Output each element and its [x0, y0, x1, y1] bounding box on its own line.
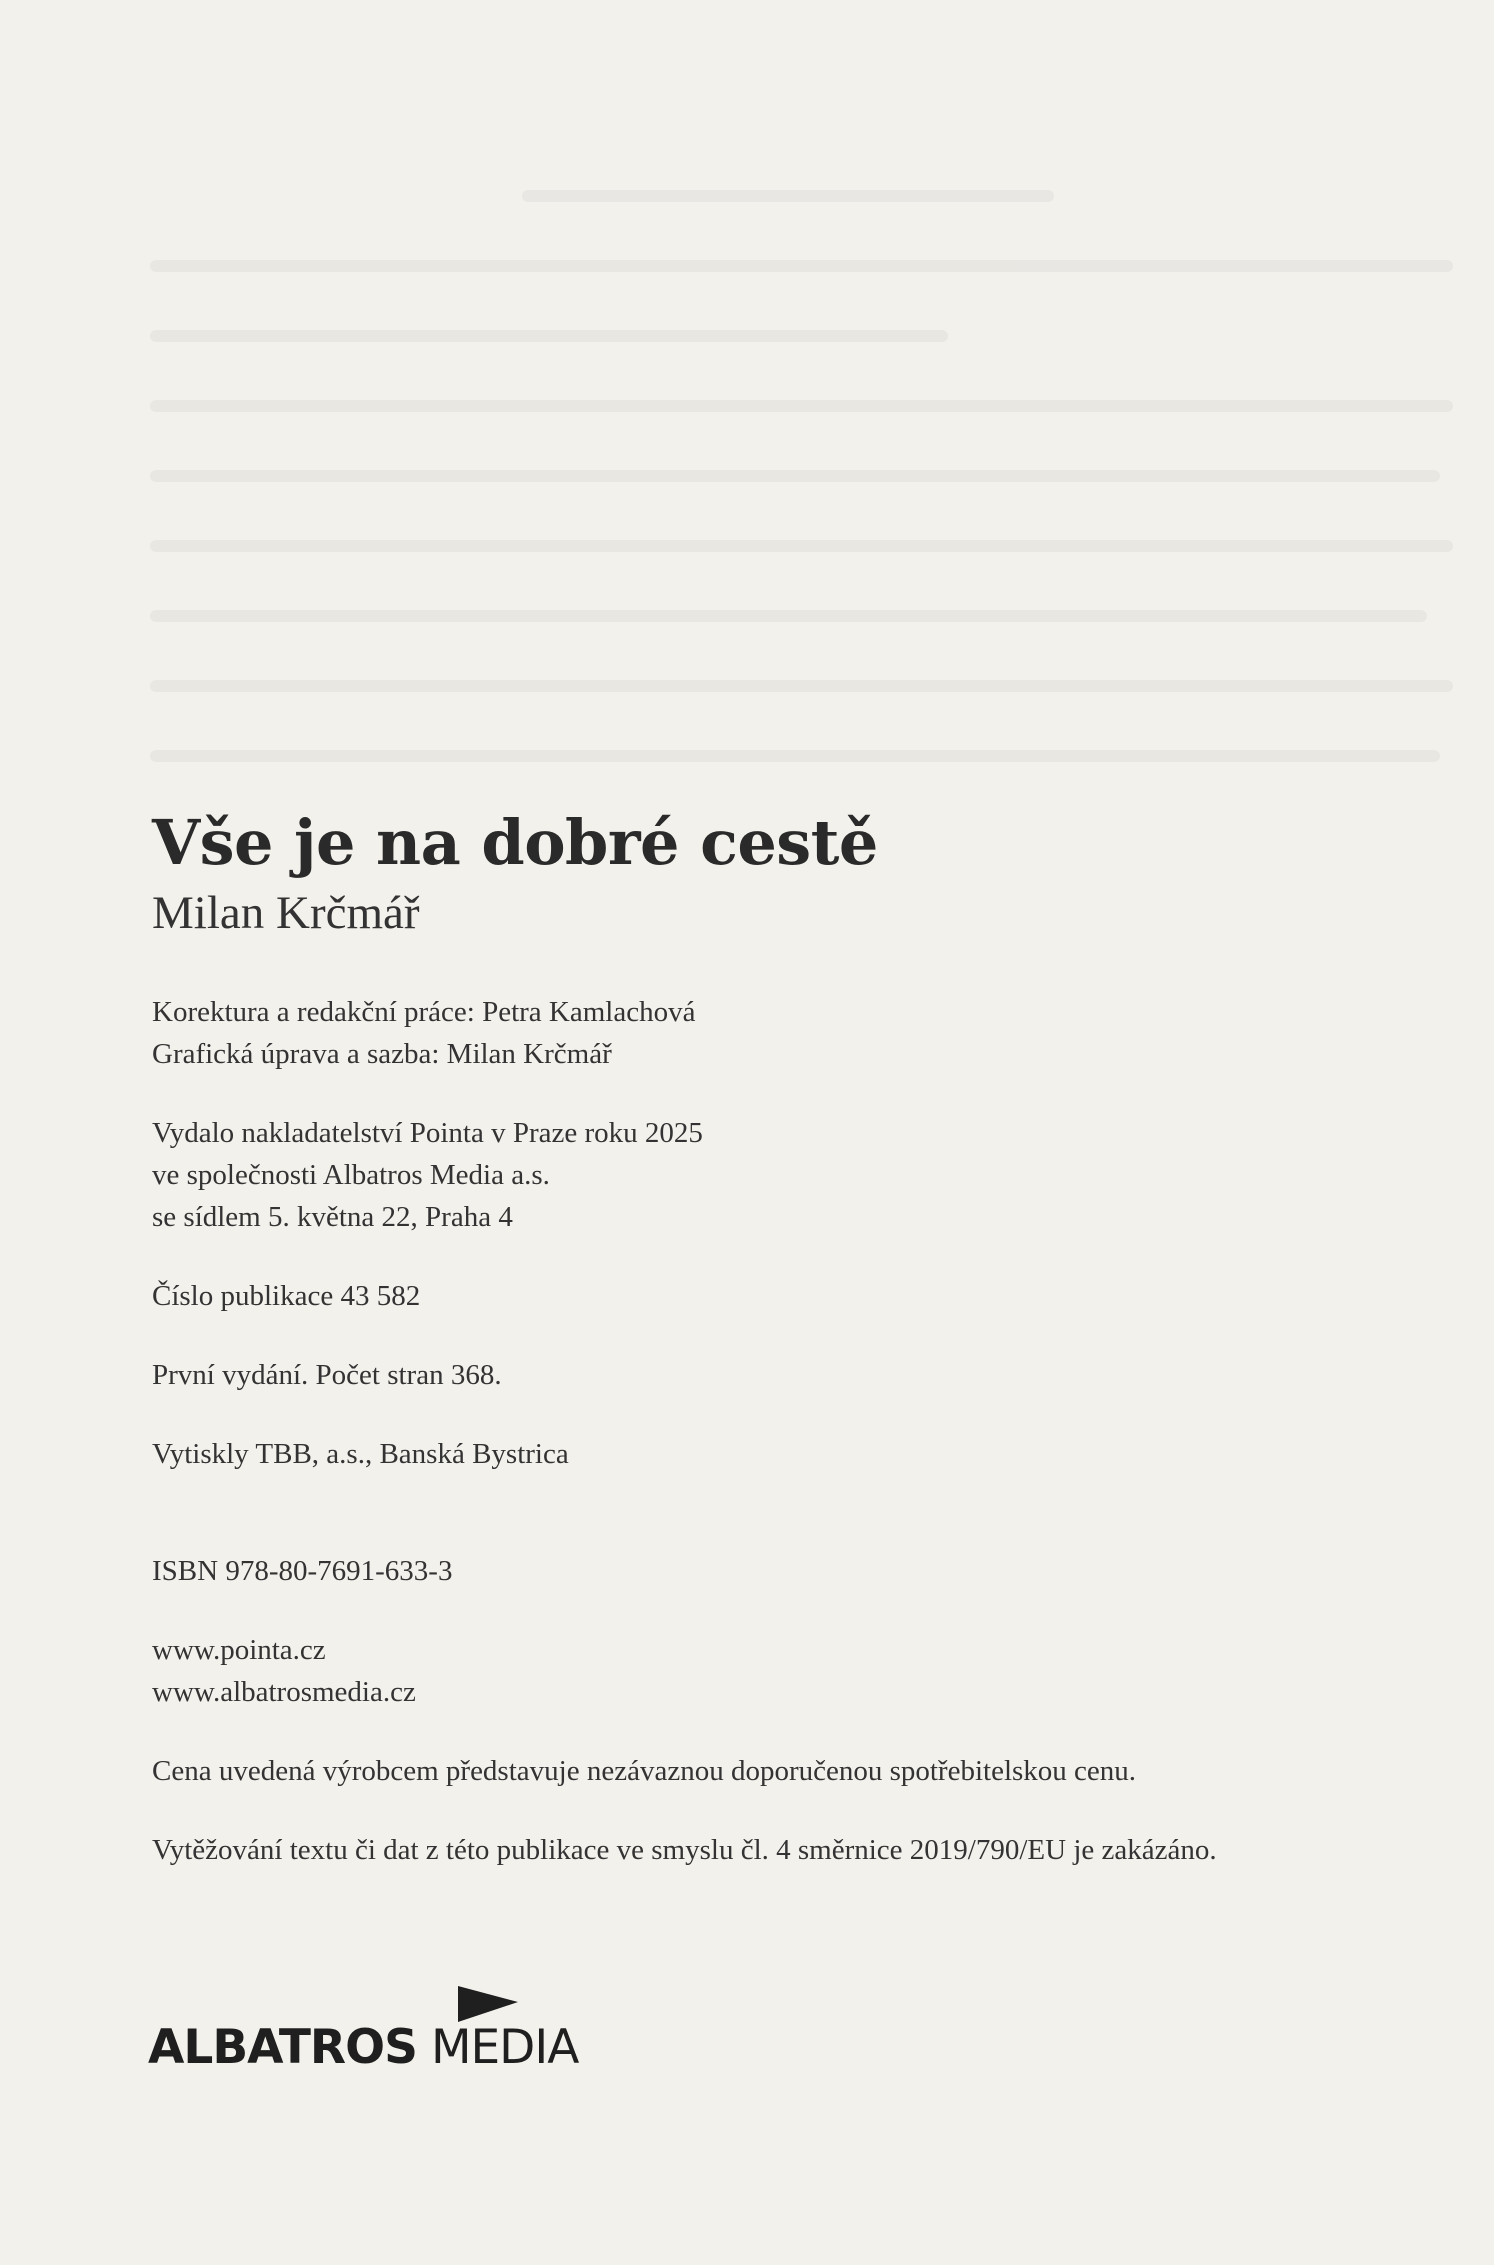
price-note: Cena uvedená výrobcem představuje nezávaznou doporučenou spotřebitelskou cenu. — [152, 1755, 1137, 1787]
book-author: Milan Krčmář — [152, 887, 420, 939]
publisher-line: Vydalo nakladatelství Pointa v Praze roku 2025 — [152, 1117, 703, 1149]
website-link: www.pointa.cz — [152, 1634, 326, 1666]
websites-block — [152, 1629, 1452, 1713]
publication-number: Číslo publikace 43 582 — [152, 1280, 421, 1312]
credit-proofreading: Korektura a redakční práce: Petra Kamlachová — [152, 996, 696, 1028]
publisher-line: se sídlem 5. května 22, Praha 4 — [152, 1201, 513, 1233]
logo-text-light: MEDIA — [430, 2020, 579, 2075]
albatros-media-logo — [148, 1984, 578, 2076]
printer-info: Vytiskly TBB, a.s., Banská Bystrica — [152, 1438, 569, 1470]
credits-block — [152, 991, 1452, 1075]
publisher-line: ve společnosti Albatros Media a.s. — [152, 1159, 550, 1191]
logo-text-bold: ALBATROS — [148, 2020, 417, 2075]
publisher-block — [152, 1112, 1452, 1238]
credit-typesetting: Grafická úprava a sazba: Milan Krčmář — [152, 1038, 612, 1070]
edition-info: První vydání. Počet stran 368. — [152, 1359, 502, 1391]
play-arrow-icon — [456, 1984, 520, 2024]
text-mining-note: Vytěžování textu či dat z této publikace ve smyslu čl. 4 směrnice 2019/790/EU je zakázáno. — [152, 1834, 1217, 1866]
imprint-content — [152, 805, 1452, 1871]
book-title: Vše je na dobré cestě — [152, 806, 878, 879]
isbn: ISBN 978-80-7691-633-3 — [152, 1555, 453, 1587]
show-through-texture — [150, 190, 1480, 820]
website-link: www.albatrosmedia.cz — [152, 1676, 416, 1708]
